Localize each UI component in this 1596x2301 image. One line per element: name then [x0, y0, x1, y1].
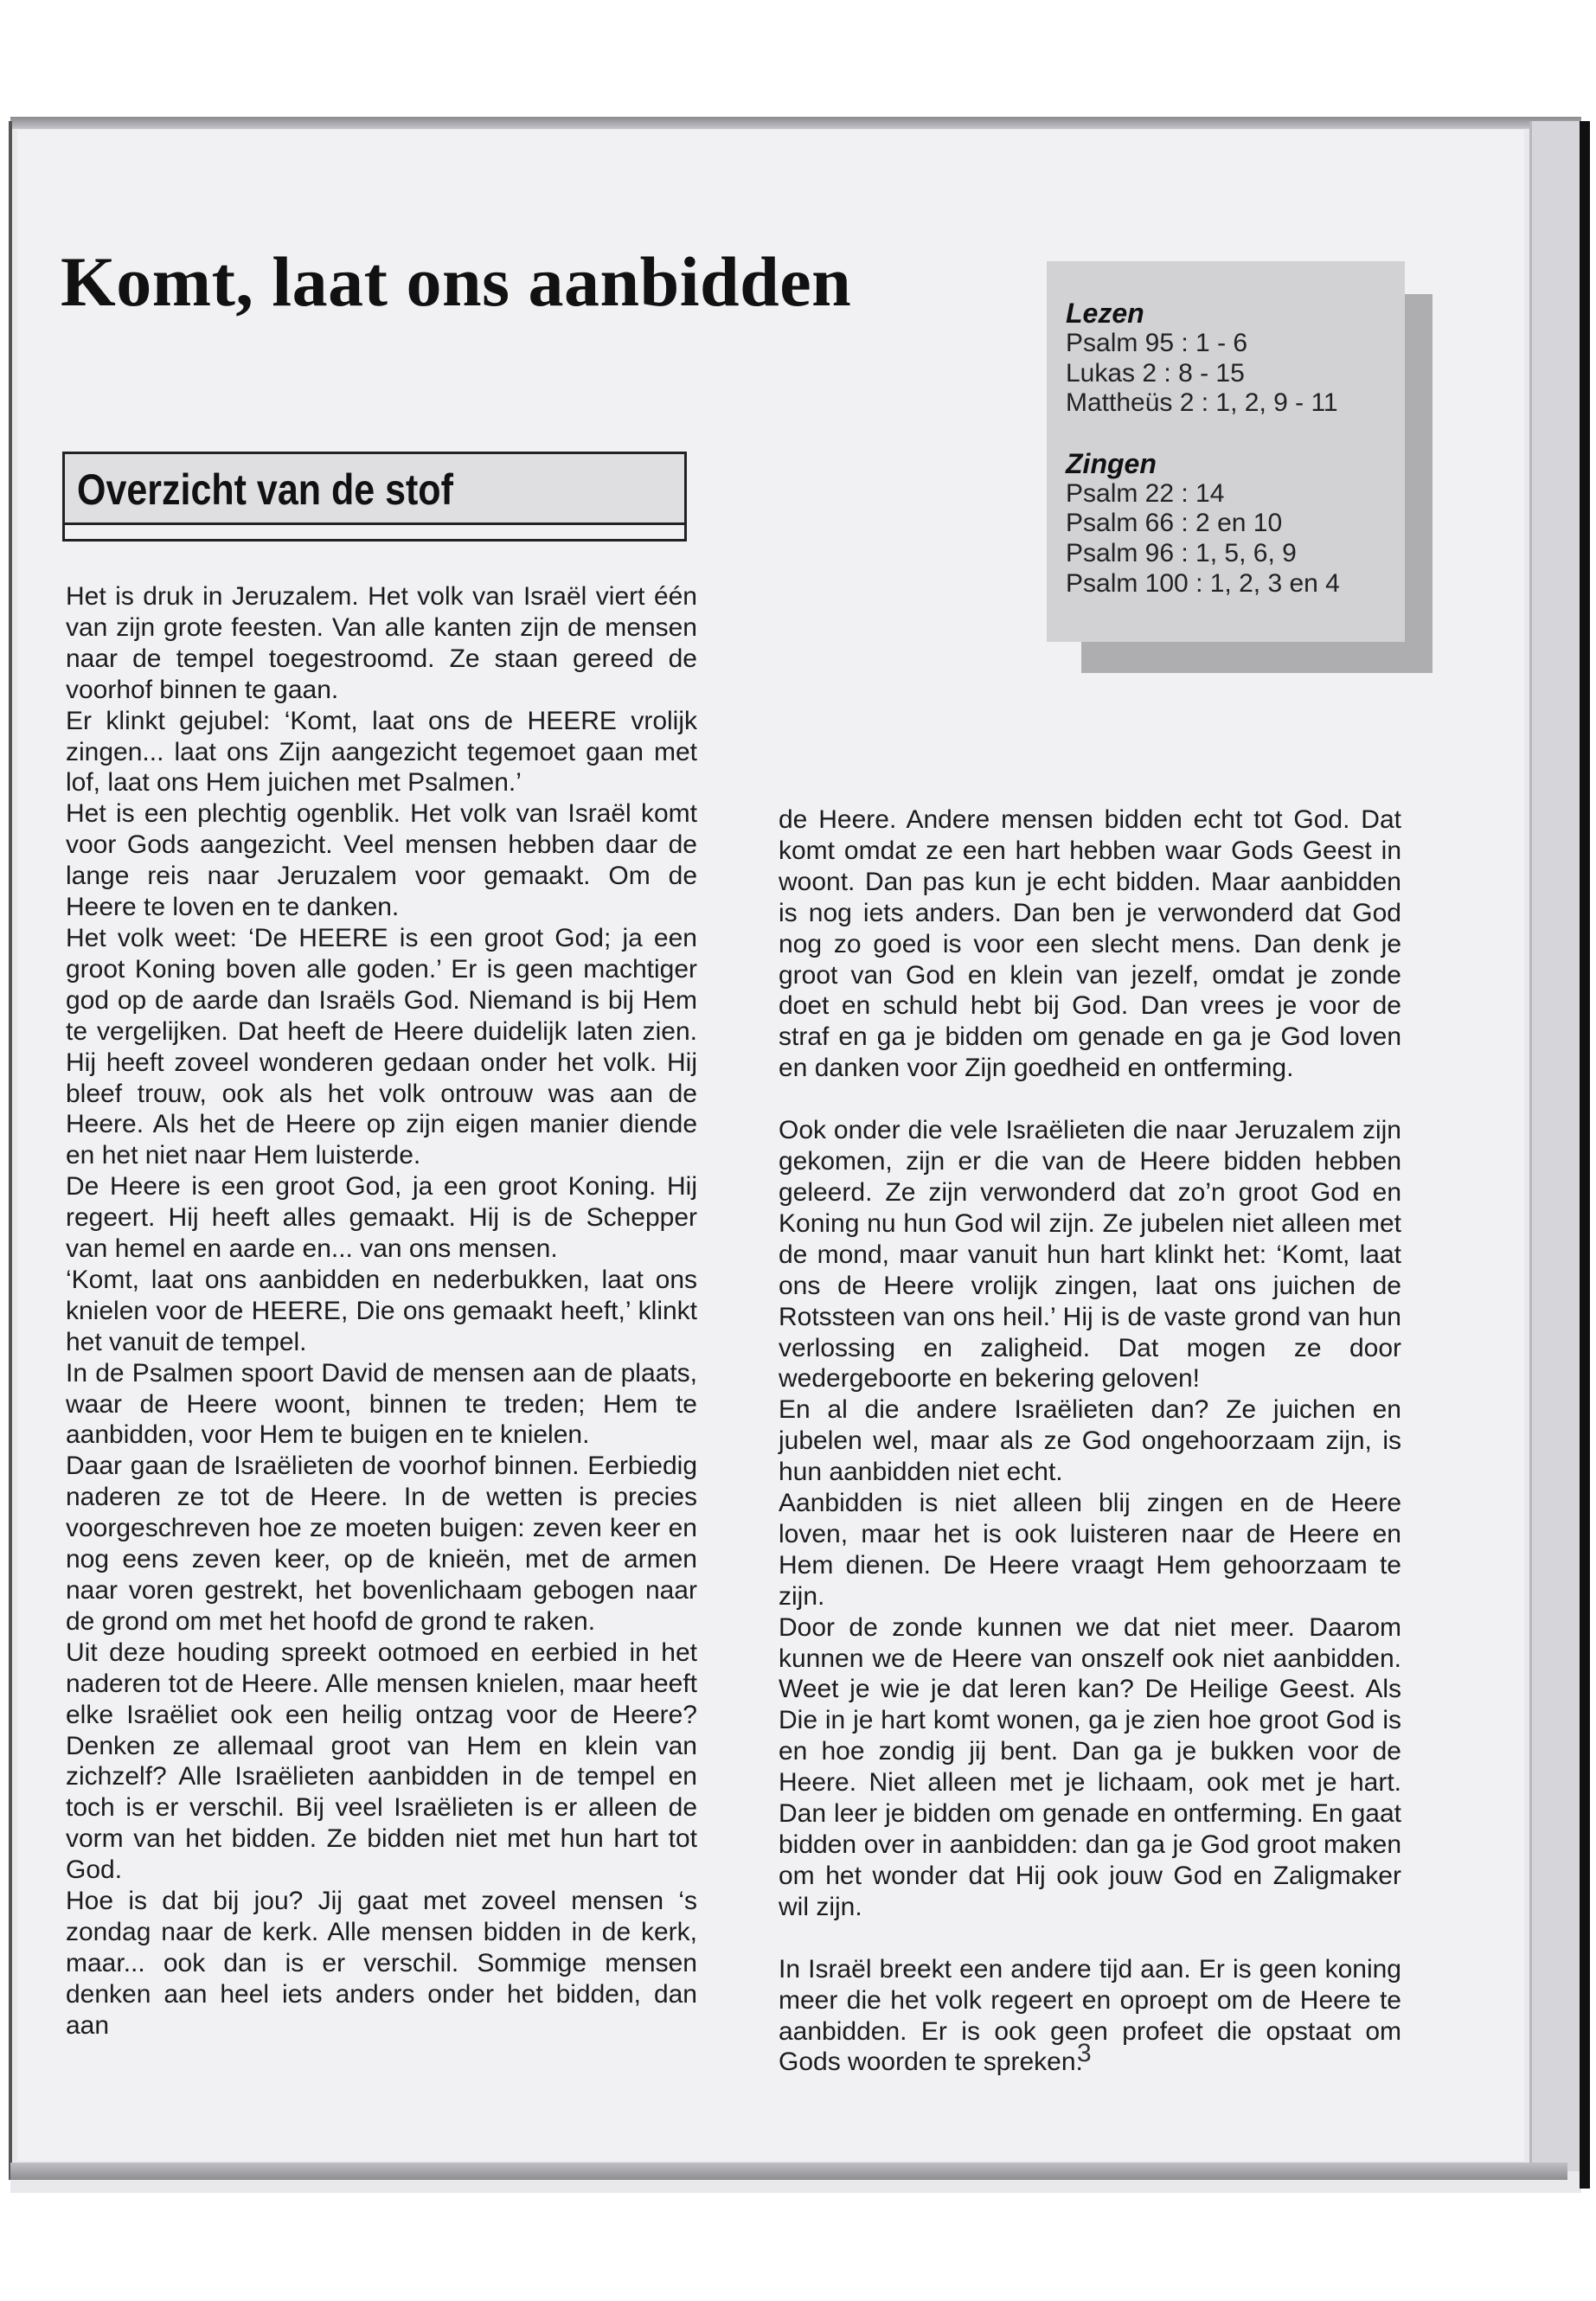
zingen-heading: Zingen [1066, 447, 1157, 479]
lezen-item: Psalm 95 : 1 - 6 [1066, 329, 1248, 357]
scan-left-edge [9, 121, 12, 2180]
scan-top-edge [10, 117, 1581, 129]
overview-heading-box [62, 452, 687, 542]
zingen-item: Psalm 100 : 1, 2, 3 en 4 [1066, 568, 1340, 598]
lezen-heading: Lezen [1066, 298, 1144, 329]
zingen-item: Psalm 22 : 14 [1066, 478, 1225, 508]
paragraph: Het volk weet: ‘De HEERE is een groot God; ja een groot Koning boven alle goden.’ Er is geen machtiger god op de aarde dan Israëls God. Niemand is bij Hem te vergelijken. Dat heeft de Heere duidelijk laten zien. Hij heeft zoveel wonderen gedaan onder het volk. Hij bleef trouw, ook als het volk ontrouw was aan de Heere. Als het de Heere op zijn eigen manier diende en het niet naar Hem luisterde. [66, 923, 697, 1170]
paragraph: De Heere is een groot God, ja een groot Koning. Hij regeert. Hij heeft alles gemaakt. Hij is de Schepper van hemel en aarde en... van ons mensen. [66, 1172, 697, 1264]
paragraph: Uit deze houding spreekt ootmoed en eerbied in het naderen tot de Heere. Alle mensen knielen, maar heeft elke Israëliet ook een heilig ontzag voor de Heere? Denken ze allemaal groot van Hem en klein van zichzelf? Alle Israëlieten aanbidden in de tempel en toch is er verschil. Bij veel Israëlieten is er alleen de vorm van het bidden. Ze bidden niet met hun hart tot God. [66, 1638, 697, 1885]
scan-right-edge [1580, 121, 1590, 2189]
paragraph: de Heere. Andere mensen bidden echt tot God. Dat komt omdat ze een hart hebben waar Gods Geest in woont. Dan pas kun je echt bidden. Maar aanbidden is nog iets anders. Dan ben je verwonderd dat God nog zo goed is voor een slecht mens. Dan denk je groot van God en klein van jezelf, omdat je zonde doet en schuld hebt bij God. Dan vrees je voor de straf en ga je bidden om genade en ga je God loven en danken voor Zijn goedheid en ontferming. [779, 805, 1401, 1083]
paragraph: Door de zonde kunnen we dat niet meer. Daarom kunnen we de Heere van onszelf ook niet aanbidden. Weet je wie je dat leren kan? De Heilige Geest. Als Die in je hart komt wonen, ga je zien hoe groot God is en hoe zondig jij bent. Dan ga je bukken voor de Heere. Niet alleen met je lichaam, ook met je hart. Dan leer je bidden om genade en ontferming. En gaat bidden over in aanbidden: dan ga je God groot maken om het wonder dat Hij ook jouw God en Zaligmaker wil zijn. [779, 1612, 1401, 1921]
zingen-item: Psalm 96 : 1, 5, 6, 9 [1066, 538, 1297, 567]
overview-heading: Overzicht van de stof [77, 465, 453, 514]
binding-strip [1529, 121, 1580, 2171]
page-number: 3 [1077, 2039, 1092, 2067]
paragraph: Er klinkt gejubel: ‘Komt, laat ons de HEERE vrolijk zingen... laat ons Zijn aangezicht tegemoet gaan met lof, laat ons Hem juichen met Psalmen.’ [66, 706, 697, 798]
paragraph: Hoe is dat bij jou? Jij gaat met zoveel mensen ‘s zondag naar de kerk. Alle mensen bidden in de kerk, maar... ook dan is er verschil. Sommige mensen denken aan heel iets anders onder het bidden, dan aan [66, 1887, 697, 2040]
paragraph: In Israël breekt een andere tijd aan. Er is geen koning meer die het volk regeert en oproept om de Heere te aanbidden. Er is ook geen profeet die opstaat om Gods woorden te spreken. [779, 1954, 1401, 2077]
paragraph: In de Psalmen spoort David de mensen aan de plaats, waar de Heere woont, binnen te treden; Hem te aanbidden, voor Hem te buigen en te knielen. [66, 1358, 697, 1450]
left-text-column [66, 581, 697, 2041]
sidebar-content [1066, 298, 1340, 599]
reading-singing-sidebar [1047, 261, 1405, 642]
lezen-item: Lukas 2 : 8 - 15 [1066, 358, 1245, 388]
page-title: Komt, laat ons aanbidden [61, 242, 852, 321]
zingen-item: Psalm 66 : 2 en 10 [1066, 509, 1283, 538]
lezen-item: Mattheüs 2 : 1, 2, 9 - 11 [1066, 388, 1338, 418]
scan-bottom-edge [10, 2163, 1567, 2180]
paragraph: Daar gaan de Israëlieten de voorhof binnen. Eerbiedig naderen ze tot de Heere. In de wetten is precies voorgeschreven hoe ze moeten buigen: zeven keer en nog eens zeven keer, op de knieën, met de armen naar voren gestrekt, het bovenlichaam gebogen naar de grond om met het hoofd de grond te raken. [66, 1452, 697, 1636]
paragraph: Het is een plechtig ogenblik. Het volk van Israël komt voor Gods aangezicht. Veel mensen hebben daar de lange reis naar Jeruzalem voor gemaakt. Om de Heere te loven en te danken. [66, 799, 697, 922]
paragraph: Het is druk in Jeruzalem. Het volk van Israël viert één van zijn grote feesten. Van alle kanten zijn de mensen naar de tempel toegestroomd. Ze staan gereed de voorhof binnen te gaan. [66, 582, 697, 704]
right-text-column [779, 804, 1401, 2078]
paragraph: En al die andere Israëlieten dan? Ze juichen en jubelen wel, maar als ze God ongehoorzaam zijn, is hun aanbidden niet echt. [779, 1395, 1401, 1487]
paragraph: ‘Komt, laat ons aanbidden en nederbukken, laat ons knielen voor de HEERE, Die ons gemaakt heeft,’ klinkt het vanuit de tempel. [66, 1265, 697, 1356]
paragraph: Ook onder die vele Israëlieten die naar Jeruzalem zijn gekomen, zijn er die van de Heere bidden hebben geleerd. Ze zijn verwonderd dat zo’n groot God en Koning nu hun God wil zijn. Ze jubelen niet alleen met de mond, maar vanuit hun hart klinkt het: ‘Komt, laat ons de Heere vrolijk zingen, laat ons juichen de Rotssteen van ons heil.’ Hij is de vaste grond van hun verlossing en zaligheid. Dat mogen ze door wedergeboorte en bekering geloven! [779, 1116, 1401, 1394]
paragraph: Aanbidden is niet alleen blij zingen en de Heere loven, maar het is ook luisteren naar de Heere en Hem dienen. De Heere vraagt Hem gehoorzaam te zijn. [779, 1489, 1401, 1611]
